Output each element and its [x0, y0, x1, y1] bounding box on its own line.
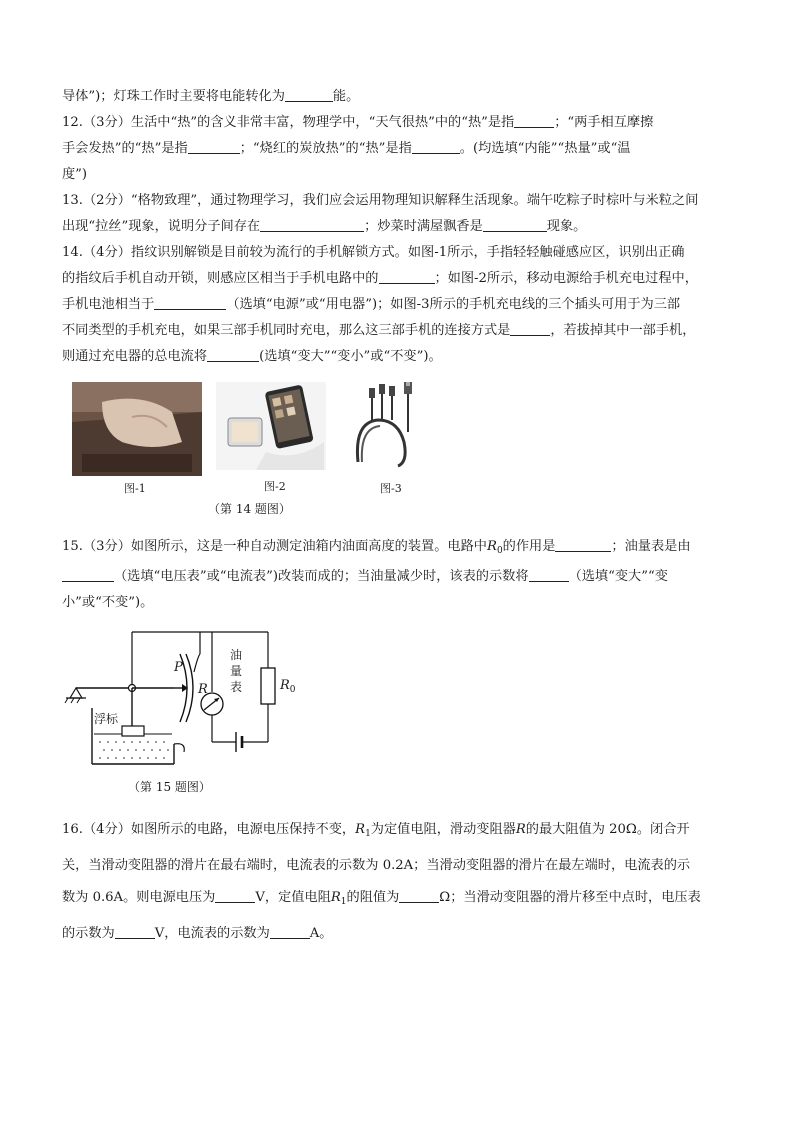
answer-blank[interactable]: [188, 139, 240, 154]
q15-circuit-figure: [62, 624, 742, 800]
fingerprint-photo: [72, 382, 202, 476]
answer-blank[interactable]: [285, 87, 333, 102]
power-bank-photo: [216, 382, 326, 470]
answer-blank[interactable]: [260, 217, 364, 232]
answer-blank[interactable]: [207, 347, 259, 362]
answer-blank[interactable]: [379, 269, 435, 284]
answer-blank[interactable]: [510, 321, 550, 336]
question-13: 13.（2分）“格物致理”，通过物理学习，我们应会运用物理知识解释生活现象。端午吃粽子时棕叶与米粒之间 出现“拉丝”现象，说明分子间存在 ；炒菜时满屋飘香是 现象。: [62, 193, 699, 234]
fig3-label: 图-3: [380, 482, 402, 495]
answer-blank[interactable]: [412, 139, 460, 154]
answer-blank[interactable]: [154, 295, 226, 310]
answer-blank[interactable]: [555, 537, 611, 552]
question-15: 15.（3分）如图所示，这是一种自动测定油箱内油面高度的装置。电路中$R_0$的作用是 ；油量表是由 （选填“电压表”或“电流表”)改装而成的；当油量减少时，该表的示数将 （选填“变大”“变 小”或“不变”)。 P R 油 量 表 $R_0$ 浮标 （第 15 题图）: [62, 534, 742, 800]
oil-level-circuit-diagram: [62, 624, 322, 774]
r0-label: $R_0$: [280, 678, 296, 695]
variable-resistor-r-label: R: [198, 682, 208, 697]
fig2-label: 图-2: [264, 480, 286, 493]
fig1-label: 图-1: [124, 482, 146, 495]
oil-meter-label-2: 量: [230, 664, 243, 678]
answer-blank[interactable]: [529, 567, 569, 582]
question-12: 12.（3分）生活中“热”的含义非常丰富，物理学中，“天气很热”中的“热”是指 ；“两手相互摩擦 手会发热”的“热”是指 ；“烧红的炭放热”的“热”是指 。(均选填“内能”“热量”或“温 度”): [62, 115, 654, 182]
float-label: 浮标: [94, 712, 119, 726]
answer-blank[interactable]: [514, 113, 554, 128]
exam-page: [62, 84, 742, 950]
answer-blank[interactable]: [62, 567, 114, 582]
question-16: 16.（4分）如图所示的电路，电源电压保持不变，$R_1$为定值电阻，滑动变阻器R的最大阻值为 20Ω。闭合开 关，当滑动变阻器的滑片在最右端时，电流表的示数为 0.2A；当滑动变阻器的滑片在最左端时，电流表的示 数为 0.6A。则电源电压为 V，定值电阻$R_1$的阻值为 Ω；当滑动变阻器的滑片移至中点时，电压表 的示数为 V，电流表的示数为 A。: [62, 822, 701, 941]
slider-p-label: P: [174, 660, 183, 675]
q15-caption: （第 15 题图）: [128, 780, 211, 794]
answer-blank[interactable]: [270, 924, 310, 939]
q14-figures: [62, 376, 742, 516]
answer-blank[interactable]: [215, 888, 255, 903]
question-14: 14.（4分）指纹识别解锁是目前较为流行的手机解锁方式。如图-1所示，手指轻轻触碰感应区，识别出正确 的指纹后手机自动开锁，则感应区相当于手机电路中的 ；如图-2所示，移动电源给手机充电过程中， 手机电池相当于 （选填“电源”或“用电器”)；如图-3所示的手机充电线的三个插头可用于为三部 不同类型的手机充电，如果三部手机同时充电，那么这三部手机的连接方式是 ，若拔掉其中一部手机， 则通过充电器的总电流将 (选填“变大”“变小”或“不变”)。 图-1 图-2 图-3 （第 14 题图）: [62, 240, 742, 516]
answer-blank[interactable]: [399, 888, 439, 903]
q14-caption: （第 14 题图）: [208, 502, 291, 516]
continuation-line: 导体”)；灯珠工作时主要将电能转化为 能。: [62, 89, 360, 104]
oil-meter-label-3: 表: [230, 680, 243, 694]
oil-meter-label-1: 油: [230, 648, 243, 662]
answer-blank[interactable]: [483, 217, 547, 232]
answer-blank[interactable]: [115, 924, 155, 939]
charging-cable-photo: [348, 382, 428, 468]
